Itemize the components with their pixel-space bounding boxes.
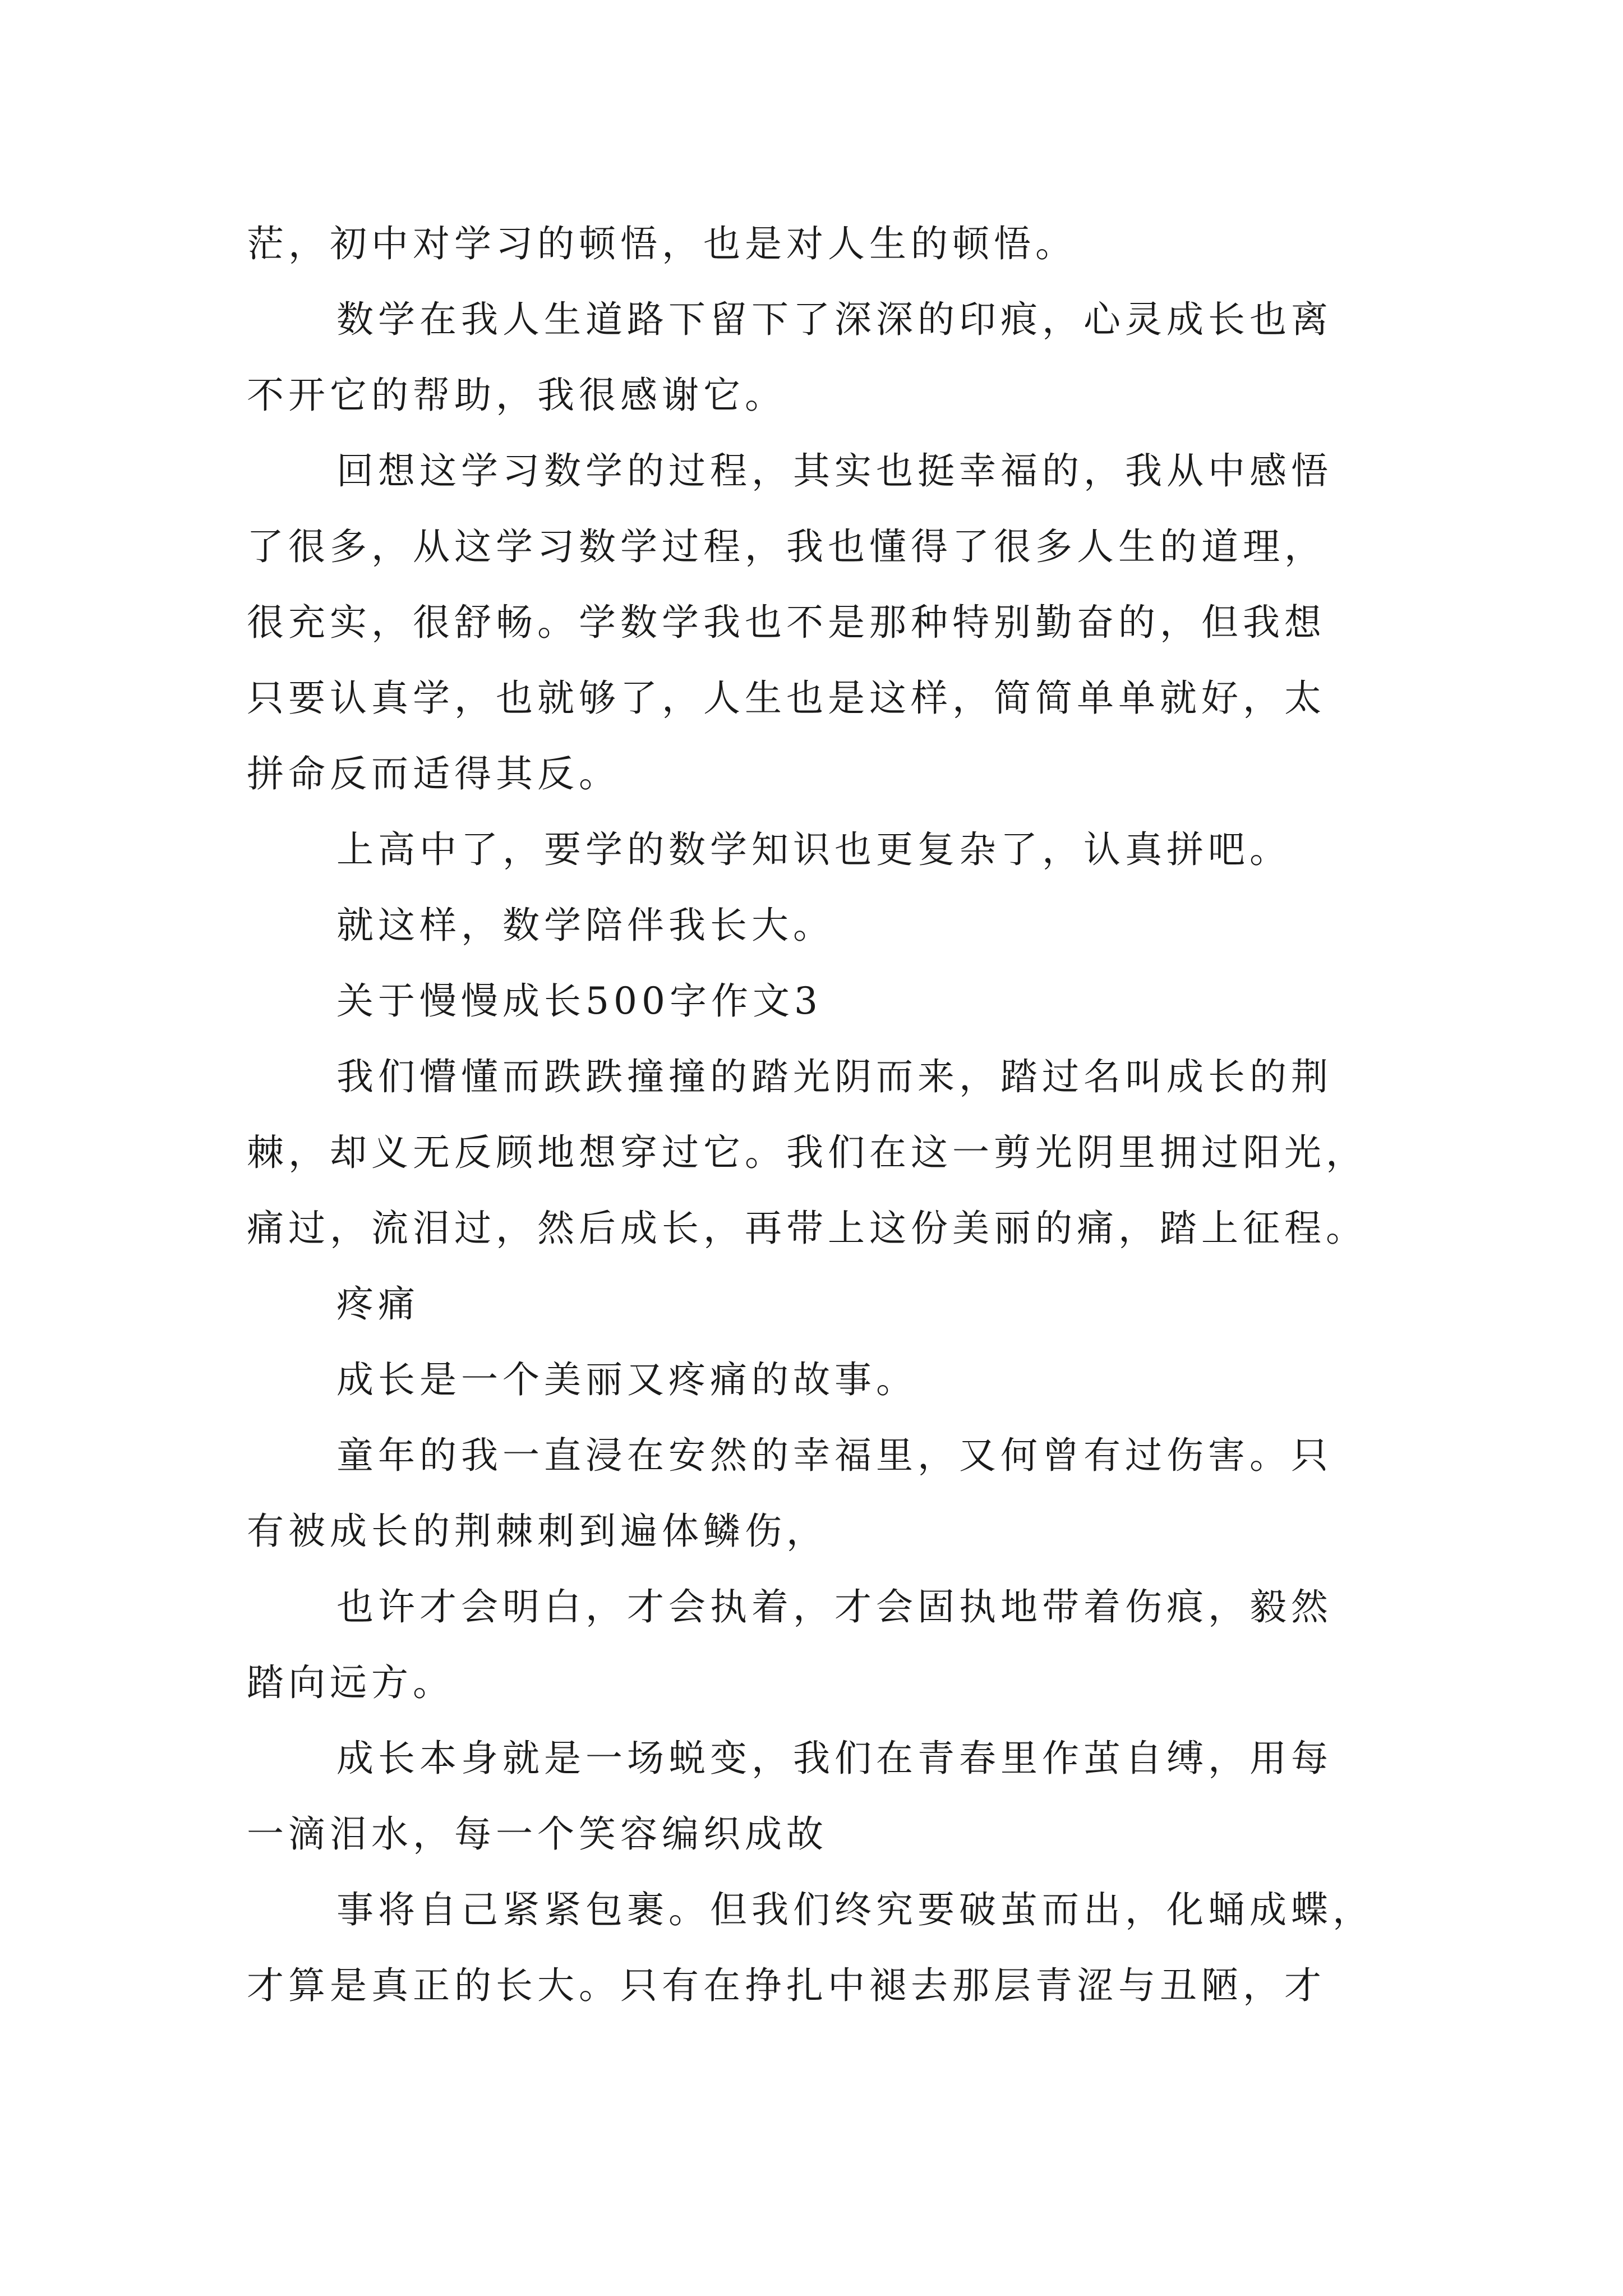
text-line: 才算是真正的长大。只有在挣扎中褪去那层青涩与丑陋，才 [247, 1964, 1326, 2007]
text-line: 棘，却义无反顾地想穿过它。我们在这一剪光阴里拥过阳光， [247, 1131, 1367, 1174]
text-line: 很充实，很舒畅。学数学我也不是那种特别勤奋的，但我想 [247, 601, 1326, 644]
text-line: 痛过，流泪过，然后成长，再带上这份美丽的痛，踏上征程。 [247, 1207, 1367, 1250]
section-heading: 关于慢慢成长500字作文3 [336, 979, 822, 1023]
text-line: 只要认真学，也就够了，人生也是这样，简简单单就好，太 [247, 677, 1326, 720]
paragraph-start: 成长是一个美丽又疼痛的故事。 [336, 1358, 917, 1401]
subheading: 疼痛 [336, 1282, 419, 1326]
paragraph-start: 就这样，数学陪伴我长大。 [336, 904, 834, 947]
paragraph-start: 也许才会明白，才会执着，才会固执地带着伤痕，毅然 [336, 1585, 1332, 1628]
text-line: 不开它的帮助，我很感谢它。 [247, 374, 786, 417]
paragraph-start: 成长本身就是一场蜕变，我们在青春里作茧自缚，用每 [336, 1737, 1332, 1780]
text-line: 踏向远方。 [247, 1661, 454, 1704]
text-line: 了很多，从这学习数学过程，我也懂得了很多人生的道理， [247, 525, 1326, 568]
text-line: 拼命反而适得其反。 [247, 752, 620, 795]
text-line: 有被成长的荆棘刺到遍体鳞伤， [247, 1510, 828, 1553]
paragraph-start: 回想这学习数学的过程，其实也挺幸福的，我从中感悟 [336, 449, 1332, 493]
paragraph-start: 事将自己紧紧包裹。但我们终究要破茧而出，化蛹成蝶， [336, 1888, 1374, 1931]
paragraph-start: 童年的我一直浸在安然的幸福里，又何曾有过伤害。只 [336, 1434, 1332, 1477]
paragraph-start: 我们懵懂而跌跌撞撞的踏光阴而来，踏过名叫成长的荆 [336, 1055, 1332, 1098]
paragraph-start: 数学在我人生道路下留下了深深的印痕，心灵成长也离 [336, 298, 1332, 341]
text-line: 一滴泪水，每一个笑容编织成故 [247, 1812, 828, 1856]
paragraph-start: 上高中了，要学的数学知识也更复杂了，认真拼吧。 [336, 828, 1291, 871]
text-line: 茫，初中对学习的顿悟，也是对人生的顿悟。 [247, 222, 1077, 265]
